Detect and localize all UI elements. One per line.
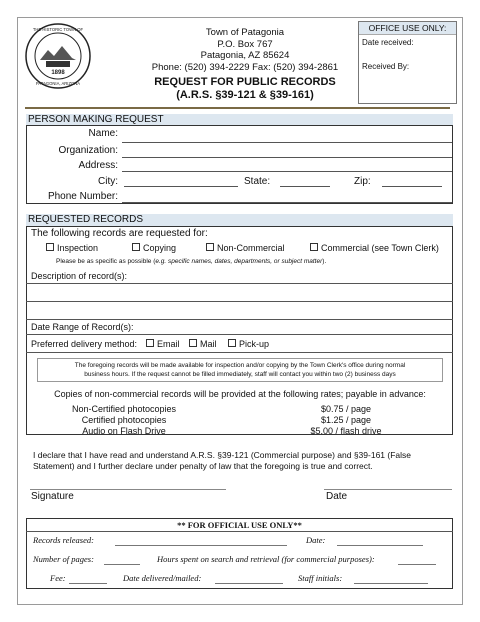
state-label: State: [244, 176, 271, 187]
delivery-email[interactable] [146, 339, 180, 349]
description-label: Description of record(s): [31, 271, 128, 281]
office-use-title: OFFICE USE ONLY: [359, 22, 456, 35]
delivery-option-label: Pick-up [239, 339, 270, 349]
notice-line-2: business hours. If the request cannot be filled immediately, staff will contact you within two (2) business days [84, 371, 396, 378]
rate-price: $0.75 / page [320, 404, 372, 414]
city-label: City: [98, 176, 118, 187]
phone-field[interactable] [122, 202, 452, 203]
checkbox-icon[interactable] [228, 339, 236, 347]
checkbox-icon[interactable] [46, 243, 54, 251]
staff-initials-label: Staff initials: [298, 573, 343, 583]
phone-fax: Phone: (520) 394-2229 Fax: (520) 394-2861 [151, 61, 339, 73]
option-copying[interactable] [132, 243, 176, 253]
date-line[interactable] [324, 489, 452, 490]
delivery-pickup[interactable] [228, 339, 269, 349]
city-state-zip: Patagonia, AZ 85624 [200, 50, 290, 61]
delivery-label: Preferred delivery method: [31, 339, 138, 349]
rate-item: Non-Certified photocopies [71, 404, 177, 414]
received-by-label: Received By: [362, 62, 410, 71]
records-released-field[interactable] [115, 545, 287, 546]
city-field[interactable] [124, 186, 238, 187]
declaration-line-2: Statement) and I further declare under penalty of law that the foregoing is true and correct. [33, 461, 373, 471]
delivered-label: Date delivered/mailed: [123, 573, 202, 583]
staff-initials-field[interactable] [354, 583, 428, 584]
option-label: Inspection [57, 243, 99, 253]
specific-note [56, 258, 326, 265]
town-seal-logo [24, 22, 92, 90]
svg-text:1898: 1898 [51, 70, 65, 76]
delivery-option-label: Mail [200, 339, 217, 349]
hours-label: Hours spent on search and retrieval (for commercial purposes): [157, 554, 375, 564]
phone-label: Phone Number: [47, 191, 118, 202]
checkbox-icon[interactable] [310, 243, 318, 251]
option-label: Commercial (see Town Clerk) [321, 243, 439, 253]
copies-note: Copies of non-commercial records will be provided at the following rates; payable in advance: [54, 389, 426, 399]
section-records: REQUESTED RECORDS [26, 214, 453, 226]
date-range-label: Date Range of Record(s): [31, 322, 134, 332]
description-line-1[interactable] [26, 283, 453, 284]
official-date-label: Date: [306, 535, 326, 545]
rate-price: $5.00 / flash drive [310, 426, 382, 436]
rate-item: Audio on Flash Drive [82, 426, 166, 436]
date-range-field[interactable] [26, 334, 453, 335]
hours-field[interactable] [398, 564, 436, 565]
section-person: PERSON MAKING REQUEST [26, 114, 453, 126]
description-line-2[interactable] [26, 301, 453, 302]
records-released-label: Records released: [33, 535, 94, 545]
delivered-field[interactable] [215, 583, 283, 584]
header-block [120, 27, 370, 102]
form-title: REQUEST FOR PUBLIC RECORDS [154, 76, 336, 88]
option-inspection[interactable] [46, 243, 98, 253]
delivery-mail[interactable] [189, 339, 217, 349]
fee-field[interactable] [69, 583, 107, 584]
office-use-box [358, 21, 457, 104]
requested-for-label: The following records are requested for: [31, 228, 208, 239]
organization-field[interactable] [122, 157, 452, 158]
zip-label: Zip: [354, 176, 371, 187]
delivery-divider [26, 352, 453, 353]
pages-field[interactable] [104, 564, 140, 565]
option-commercial[interactable] [310, 243, 439, 253]
date-received-label: Date received: [362, 38, 414, 47]
option-non-commercial[interactable] [206, 243, 285, 253]
town-name: Town of Patagonia [205, 27, 285, 38]
rate-price: $1.25 / page [320, 415, 372, 425]
option-label: Non-Commercial [217, 243, 285, 253]
address-label: Address: [78, 160, 118, 171]
checkbox-icon[interactable] [189, 339, 197, 347]
rate-item: Certified photocopies [81, 415, 167, 425]
name-field[interactable] [122, 142, 452, 143]
pages-label: Number of pages: [33, 554, 94, 564]
address-field[interactable] [122, 171, 452, 172]
svg-text:THE HISTORIC TOWN OF: THE HISTORIC TOWN OF [32, 27, 84, 32]
note-text: Please be as specific as possible ( [56, 258, 156, 265]
description-line-3[interactable] [26, 319, 453, 320]
date-label: Date [326, 491, 348, 502]
zip-field[interactable] [382, 186, 442, 187]
checkbox-icon[interactable] [132, 243, 140, 251]
signature-line[interactable] [30, 489, 226, 490]
official-title: ** FOR OFFICIAL USE ONLY** [177, 520, 302, 530]
delivery-option-label: Email [157, 339, 180, 349]
organization-label: Organization: [58, 145, 118, 156]
state-field[interactable] [280, 186, 330, 187]
note-text: ). [322, 258, 327, 265]
official-date-field[interactable] [337, 545, 423, 546]
note-example: e.g. specific names, dates, departments, or subject matter [155, 258, 323, 265]
checkbox-icon[interactable] [206, 243, 214, 251]
name-label: Name: [88, 128, 118, 139]
svg-text:PATAGONIA, ARIZONA: PATAGONIA, ARIZONA [35, 81, 81, 86]
checkbox-icon[interactable] [146, 339, 154, 347]
form-subtitle: (A.R.S. §39-121 & §39-161) [176, 89, 314, 101]
po-box: P.O. Box 767 [217, 38, 273, 50]
declaration-line-1: I declare that I have read and understand A.R.S. §39-121 (Commercial purpose) and §39-161 (False [33, 450, 411, 460]
fee-label: Fee: [50, 573, 66, 583]
notice-line-1: The foregoing records will be made available for inspection and/or copying by the Town Clerk's office during normal [74, 362, 406, 369]
official-divider [26, 531, 453, 532]
header-divider [25, 107, 450, 109]
option-label: Copying [143, 243, 177, 253]
signature-label: Signature [31, 491, 74, 502]
